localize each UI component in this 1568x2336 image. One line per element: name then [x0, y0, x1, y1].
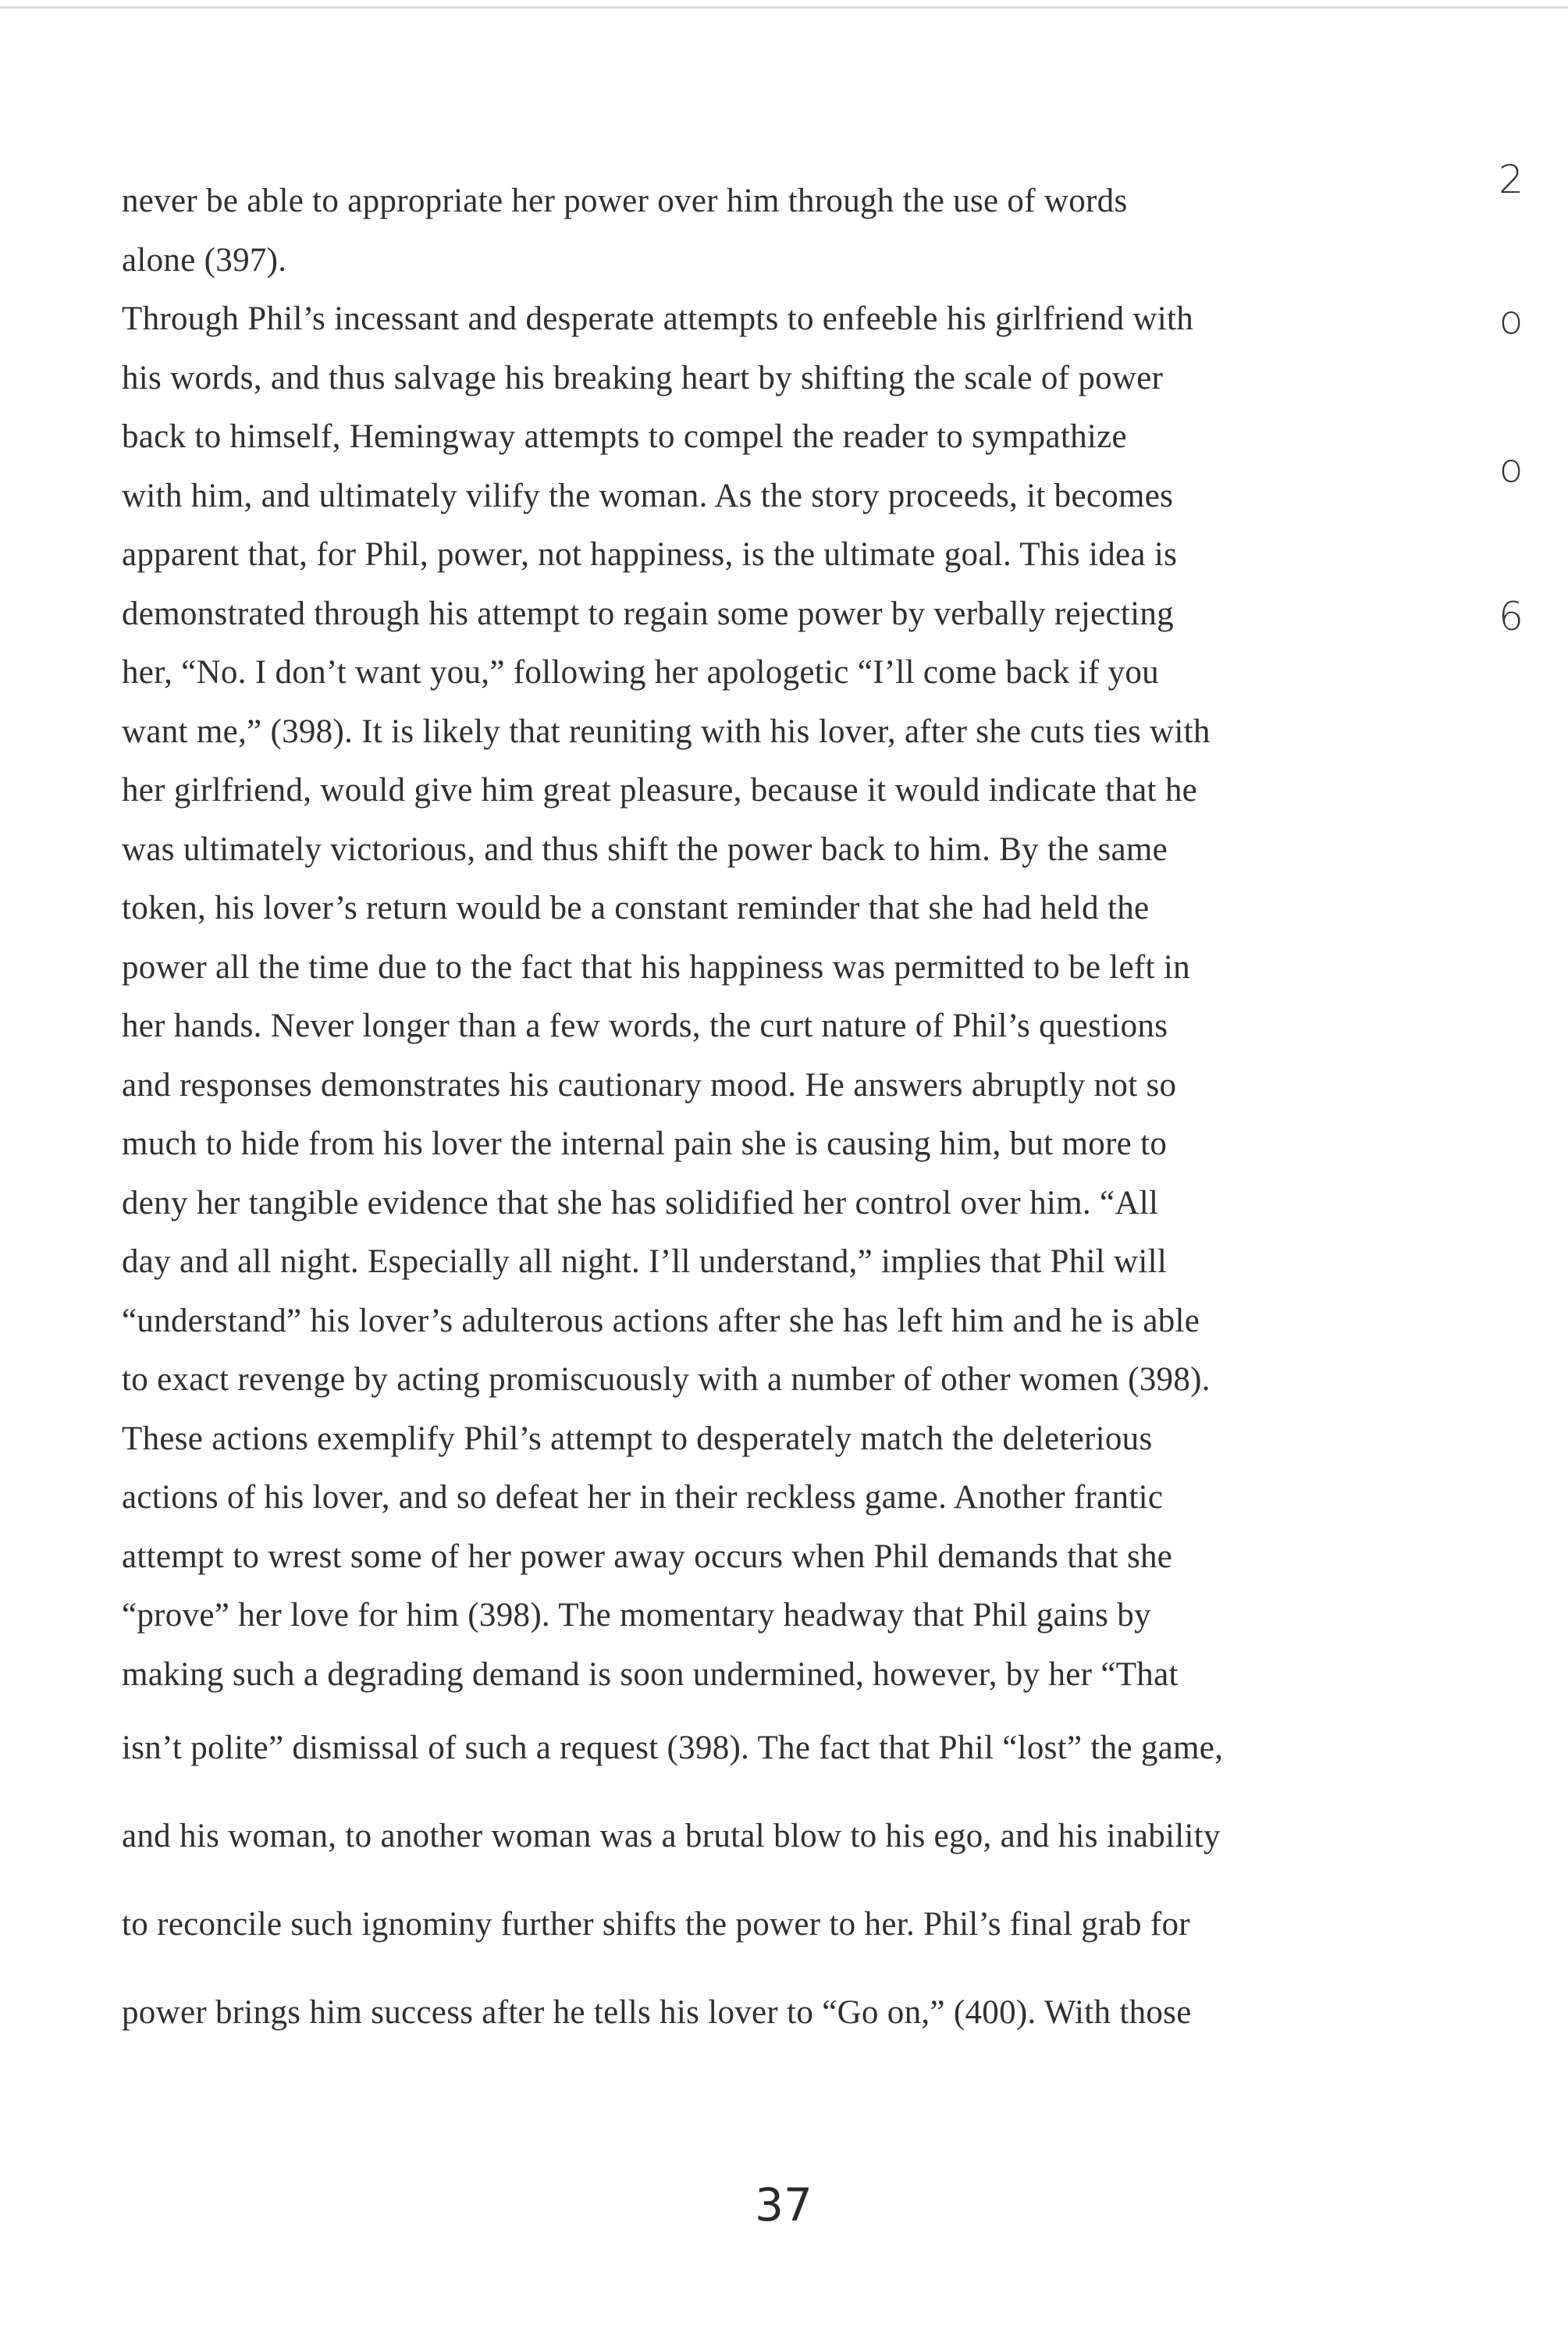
text-line: was ultimately victorious, and thus shift the power back to him. By the same [122, 830, 1168, 868]
text-line: demonstrated through his attempt to regain some power by verbally rejecting [122, 595, 1174, 632]
text-line: “understand” his lover’s adulterous actions after she has left him and he is able [122, 1302, 1200, 1339]
text-line: back to himself, Hemingway attempts to compel the reader to sympathize [122, 418, 1127, 455]
text-line: her girlfriend, would give him great pleasure, because it would indicate that he [122, 772, 1198, 809]
text-line: alone (397). [122, 241, 287, 279]
text-line: his words, and thus salvage his breaking heart by shifting the scale of power [122, 359, 1164, 396]
text-line: never be able to appropriate her power over him through the use of words [122, 183, 1128, 219]
text-line: actions of his lover, and so defeat her in their reckless game. Another frantic [122, 1479, 1164, 1516]
year-digit: o [1499, 297, 1524, 343]
text-line: her hands. Never longer than a few words, the curt nature of Phil’s questions [122, 1008, 1168, 1044]
year-digit: o [1499, 446, 1524, 491]
side-year-marker [1488, 156, 1534, 640]
text-line: These actions exemplify Phil’s attempt to desperately match the deleterious [122, 1420, 1153, 1457]
text-line: power brings him success after he tells his lover to “Go on,” (400). With those [122, 1994, 1192, 2031]
text-line: day and all night. Especially all night. I’ll understand,” implies that Phil will [122, 1243, 1168, 1280]
text-line: her, “No. I don’t want you,” following her apologetic “I’ll come back if you [122, 654, 1159, 691]
page-number: 37 [755, 2178, 812, 2231]
text-line: to reconcile such ignominy further shifts the power to her. Phil’s final grab for [122, 1906, 1190, 1943]
text-line: making such a degrading demand is soon undermined, however, by her “That [122, 1655, 1179, 1693]
text-line: deny her tangible evidence that she has solidified her control over him. “All [122, 1184, 1159, 1221]
text-line: attempt to wrest some of her power away occurs when Phil demands that she [122, 1538, 1173, 1575]
text-line: token, his lover’s return would be a constant reminder that she had held the [122, 890, 1150, 926]
text-line: power all the time due to the fact that his happiness was permitted to be left in [122, 948, 1190, 986]
year-digit: 2 [1499, 157, 1524, 202]
text-line: with him, and ultimately vilify the woman. As the story proceeds, it becomes [122, 477, 1174, 514]
top-border-rule [0, 6, 1568, 9]
year-digit: 6 [1499, 594, 1524, 639]
text-line: much to hide from his lover the internal pain she is causing him, but more to [122, 1125, 1168, 1162]
text-line: Through Phil’s incessant and desperate attempts to enfeeble his girlfriend with [122, 300, 1194, 337]
essay-body-text [122, 172, 1417, 2057]
text-line: isn’t polite” dismissal of such a request (398). The fact that Phil “lost” the game, [122, 1730, 1224, 1766]
text-line: want me,” (398). It is likely that reuniting with his lover, after she cuts ties with [122, 713, 1211, 750]
text-line: and his woman, to another woman was a brutal blow to his ego, and his inability [122, 1818, 1221, 1854]
text-line: apparent that, for Phil, power, not happiness, is the ultimate goal. This idea is [122, 536, 1178, 573]
text-line: “prove” her love for him (398). The momentary headway that Phil gains by [122, 1597, 1151, 1634]
text-line: to exact revenge by acting promiscuously with a number of other women (398). [122, 1361, 1211, 1398]
text-line: and responses demonstrates his cautionary mood. He answers abruptly not so [122, 1066, 1177, 1104]
